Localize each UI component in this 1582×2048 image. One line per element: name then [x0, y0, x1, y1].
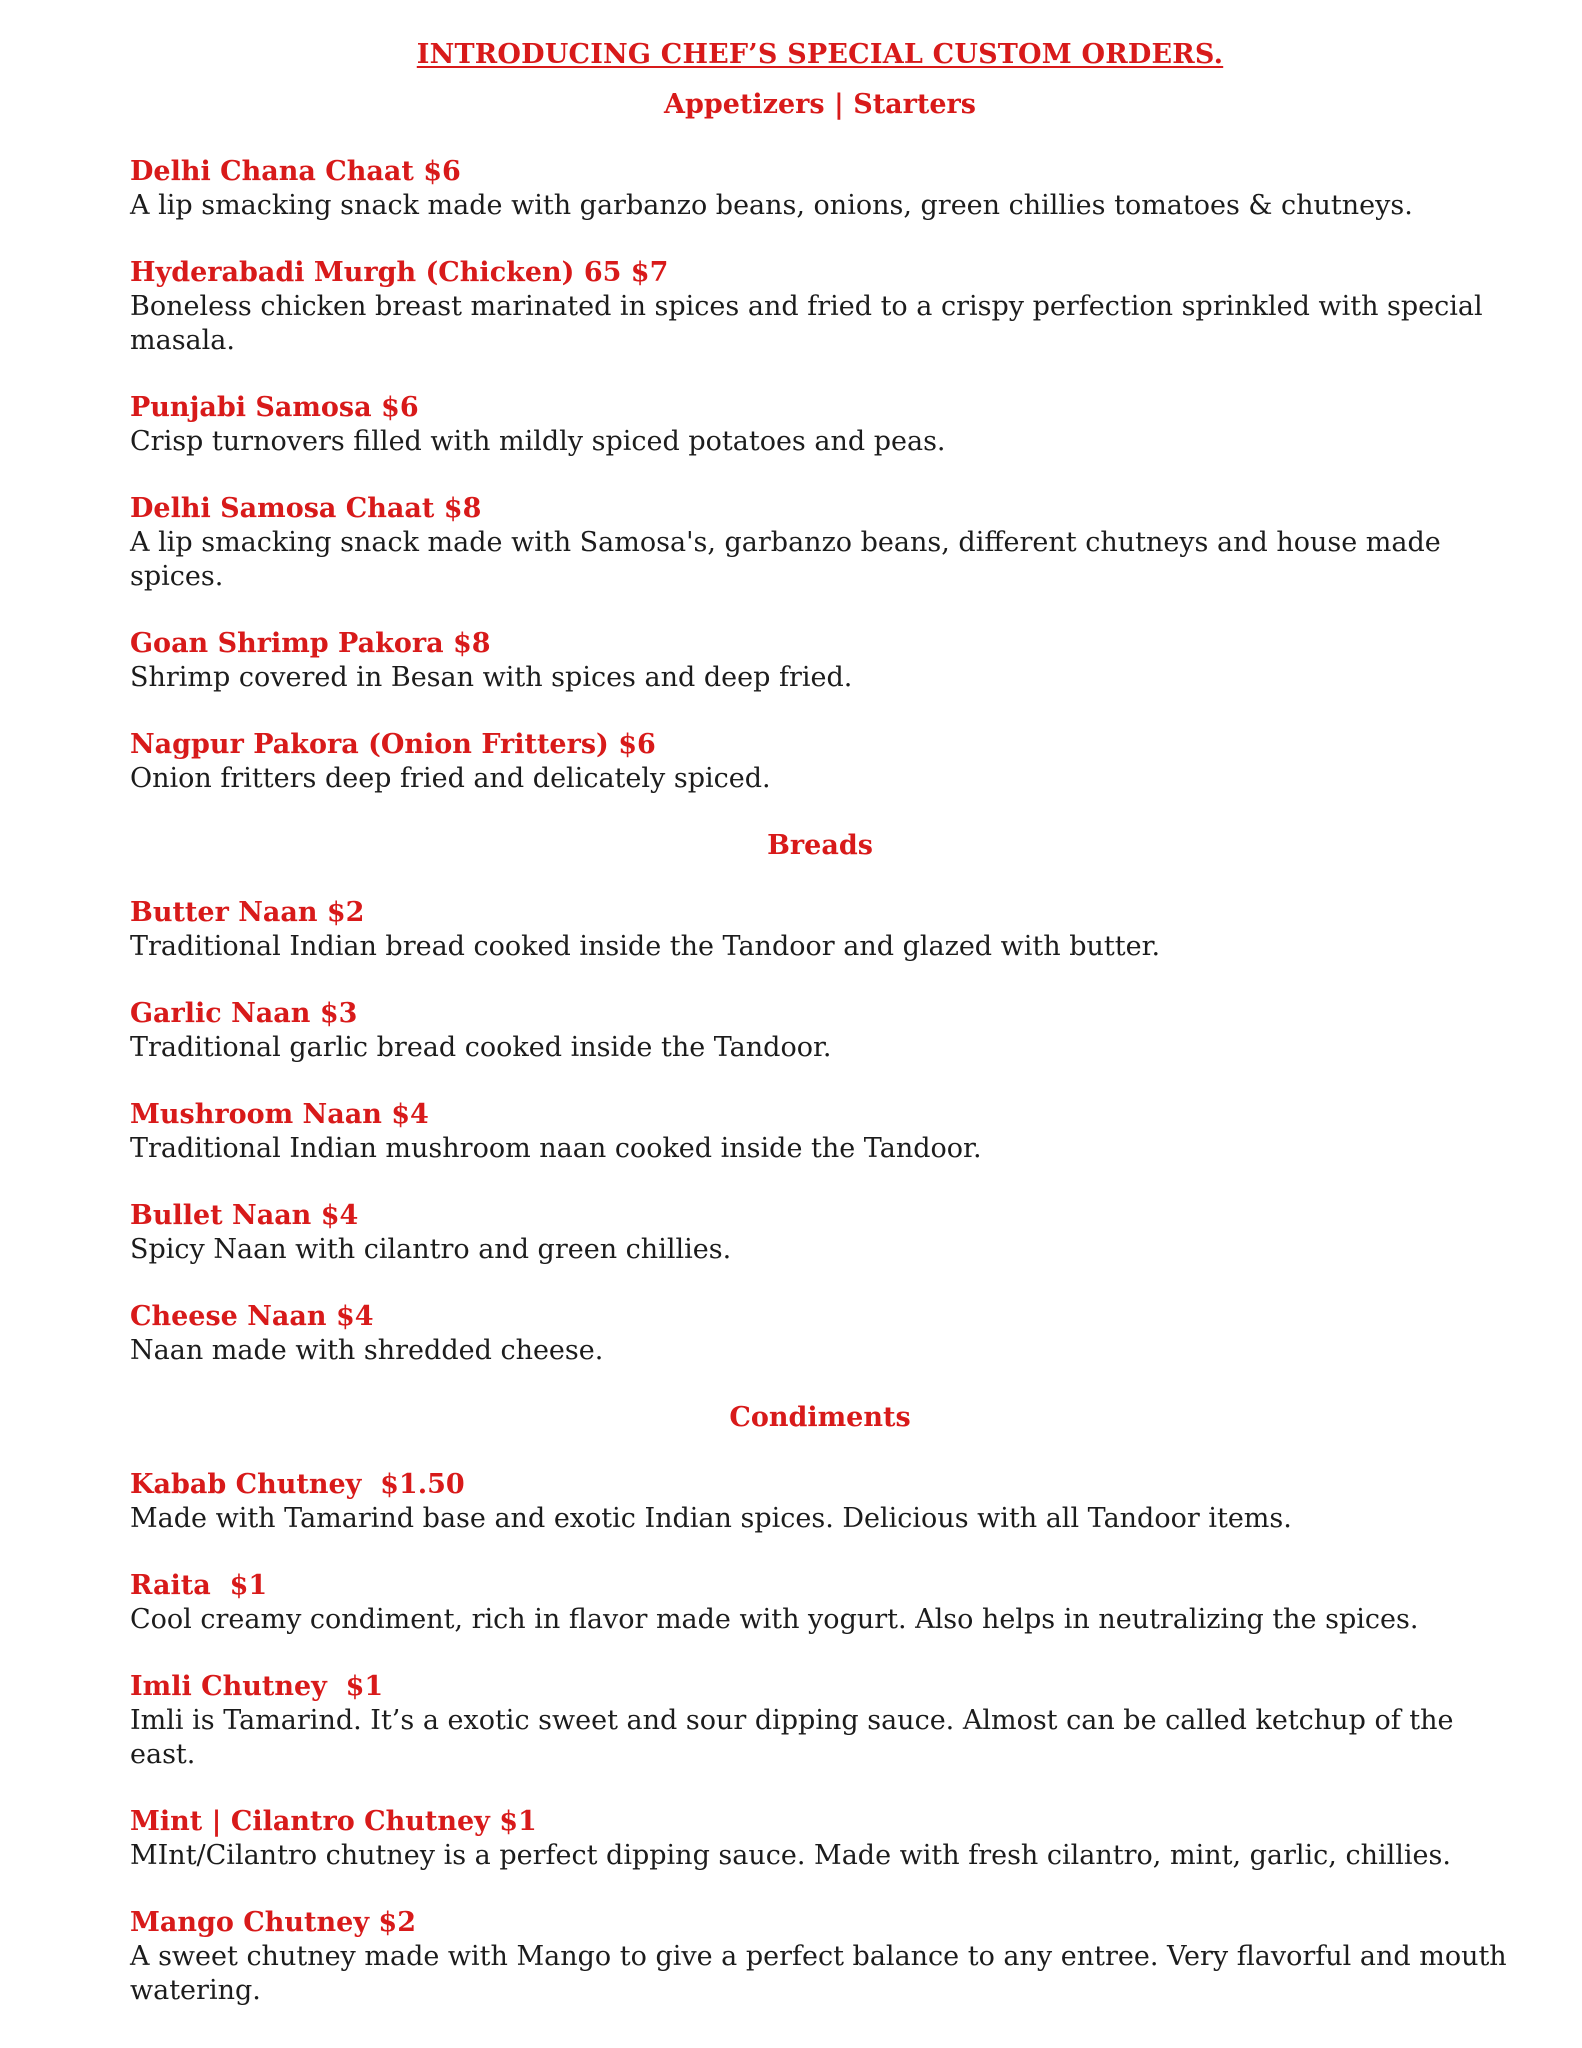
- item-name: Delhi Chana Chaat $6: [130, 156, 461, 187]
- menu-item: [130, 728, 1510, 796]
- item-name: Mushroom Naan $4: [130, 1099, 429, 1130]
- item-description: Imli is Tamarind. It’s a exotic sweet and sour dipping sauce. Almost can be called ketchup of the east.: [130, 1705, 1454, 1770]
- menu-section: [130, 829, 1510, 1368]
- item-description: Shrimp covered in Besan with spices and deep fried.: [130, 662, 853, 693]
- item-name: Mango Chutney $2: [130, 1907, 416, 1938]
- item-description: Boneless chicken breast marinated in spices and fried to a crispy perfection sprinkled with special masala.: [130, 291, 1483, 356]
- menu-item: [130, 155, 1510, 223]
- item-name: Punjabi Samosa $6: [130, 392, 419, 423]
- item-description: A lip smacking snack made with garbanzo beans, onions, green chillies tomatoes & chutneys.: [130, 190, 1413, 221]
- item-name: Cheese Naan $4: [130, 1301, 374, 1332]
- menu-item: [130, 391, 1510, 459]
- item-description: Spicy Naan with cilantro and green chillies.: [130, 1234, 732, 1265]
- item-name: Imli Chutney $1: [130, 1671, 384, 1702]
- item-name: Garlic Naan $3: [130, 998, 358, 1029]
- menu-section: [130, 1401, 1510, 2008]
- menu-item: [130, 492, 1510, 594]
- menu-item: [130, 1906, 1510, 2008]
- section-title: Condiments: [729, 1402, 911, 1433]
- item-description: Made with Tamarind base and exotic Indian spices. Delicious with all Tandoor items.: [130, 1503, 1292, 1534]
- item-name: Hyderabadi Murgh (Chicken) 65 $7: [130, 257, 669, 288]
- item-name: Kabab Chutney $1.50: [130, 1469, 465, 1500]
- item-description: Traditional Indian mushroom naan cooked inside the Tandoor.: [130, 1133, 982, 1164]
- menu-item: [130, 1805, 1510, 1873]
- section-title: Breads: [767, 830, 873, 861]
- menu-sections: [130, 88, 1510, 2008]
- menu-item: [130, 1300, 1510, 1368]
- section-title: Appetizers | Starters: [664, 89, 976, 120]
- item-description: Naan made with shredded cheese.: [130, 1335, 604, 1366]
- item-description: Cool creamy condiment, rich in flavor made with yogurt. Also helps in neutralizing the spices.: [130, 1604, 1419, 1635]
- item-name: Delhi Samosa Chaat $8: [130, 493, 482, 524]
- menu-item: [130, 1569, 1510, 1637]
- page-title: INTRODUCING CHEF’S SPECIAL CUSTOM ORDERS.: [416, 39, 1224, 70]
- menu-item: [130, 1468, 1510, 1536]
- item-description: Traditional garlic bread cooked inside the Tandoor.: [130, 1032, 832, 1063]
- item-description: Crisp turnovers filled with mildly spiced potatoes and peas.: [130, 426, 946, 457]
- menu-item: [130, 997, 1510, 1065]
- item-name: Mint | Cilantro Chutney $1: [130, 1806, 537, 1837]
- menu-item: [130, 627, 1510, 695]
- menu-item: [130, 1670, 1510, 1772]
- menu-document: [130, 0, 1510, 2041]
- item-name: Goan Shrimp Pakora $8: [130, 628, 491, 659]
- item-description: Traditional Indian bread cooked inside the Tandoor and glazed with butter.: [130, 931, 1161, 962]
- item-description: Onion fritters deep fried and delicately spiced.: [130, 763, 771, 794]
- menu-item: [130, 256, 1510, 358]
- item-name: Nagpur Pakora (Onion Fritters) $6: [130, 729, 656, 760]
- menu-item: [130, 1199, 1510, 1267]
- item-name: Raita $1: [130, 1570, 268, 1601]
- item-name: Butter Naan $2: [130, 897, 365, 928]
- menu-section: [130, 88, 1510, 796]
- item-description: MInt/Cilantro chutney is a perfect dipping sauce. Made with fresh cilantro, mint, garlic, chillies.: [130, 1840, 1451, 1871]
- item-name: Bullet Naan $4: [130, 1200, 359, 1231]
- menu-item: [130, 896, 1510, 964]
- menu-item: [130, 1098, 1510, 1166]
- item-description: A sweet chutney made with Mango to give a perfect balance to any entree. Very flavorful and mouth watering.: [130, 1941, 1507, 2006]
- item-description: A lip smacking snack made with Samosa's, garbanzo beans, different chutneys and house made spices.: [130, 527, 1441, 592]
